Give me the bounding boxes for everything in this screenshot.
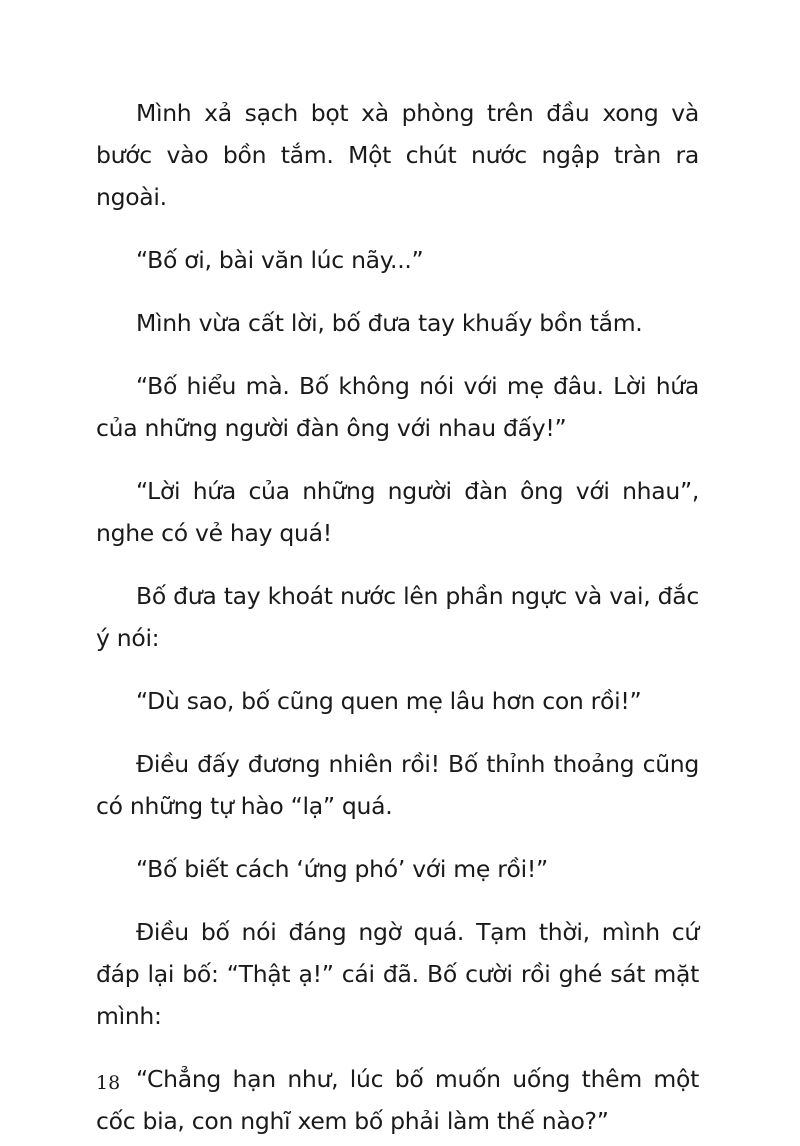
paragraph: Mình vừa cất lời, bố đưa tay khuấy bồn tắm. xyxy=(136,309,643,337)
body-text xyxy=(96,92,699,1142)
paragraph: “Bố biết cách ‘ứng phó’ với mẹ rồi!” xyxy=(136,855,548,883)
paragraph: “Bố hiểu mà. Bố không nói với mẹ đâu. Lời hứa của những người đàn ông với nhau đấy!” xyxy=(96,372,699,442)
paragraph: “Chẳng hạn như, lúc bố muốn uống thêm một cốc bia, con nghĩ xem bố phải làm thế nào?” xyxy=(96,1065,699,1135)
paragraph: “Dù sao, bố cũng quen mẹ lâu hơn con rồi!” xyxy=(136,687,642,715)
paragraph: Mình xả sạch bọt xà phòng trên đầu xong và bước vào bồn tắm. Một chút nước ngập tràn ra ngoài. xyxy=(96,99,699,211)
page-number: 18 xyxy=(96,1072,121,1094)
paragraph: Bố đưa tay khoát nước lên phần ngực và vai, đắc ý nói: xyxy=(96,582,699,652)
paragraph: Điều bố nói đáng ngờ quá. Tạm thời, mình cứ đáp lại bố: “Thật ạ!” cái đã. Bố cười rồi ghé sát mặt mình: xyxy=(96,918,699,1030)
paragraph: Điều đấy đương nhiên rồi! Bố thỉnh thoảng cũng có những tự hào “lạ” quá. xyxy=(96,750,699,820)
paragraph: “Bố ơi, bài văn lúc nãy...” xyxy=(136,246,424,274)
paragraph: “Lời hứa của những người đàn ông với nhau”, nghe có vẻ hay quá! xyxy=(96,477,699,547)
